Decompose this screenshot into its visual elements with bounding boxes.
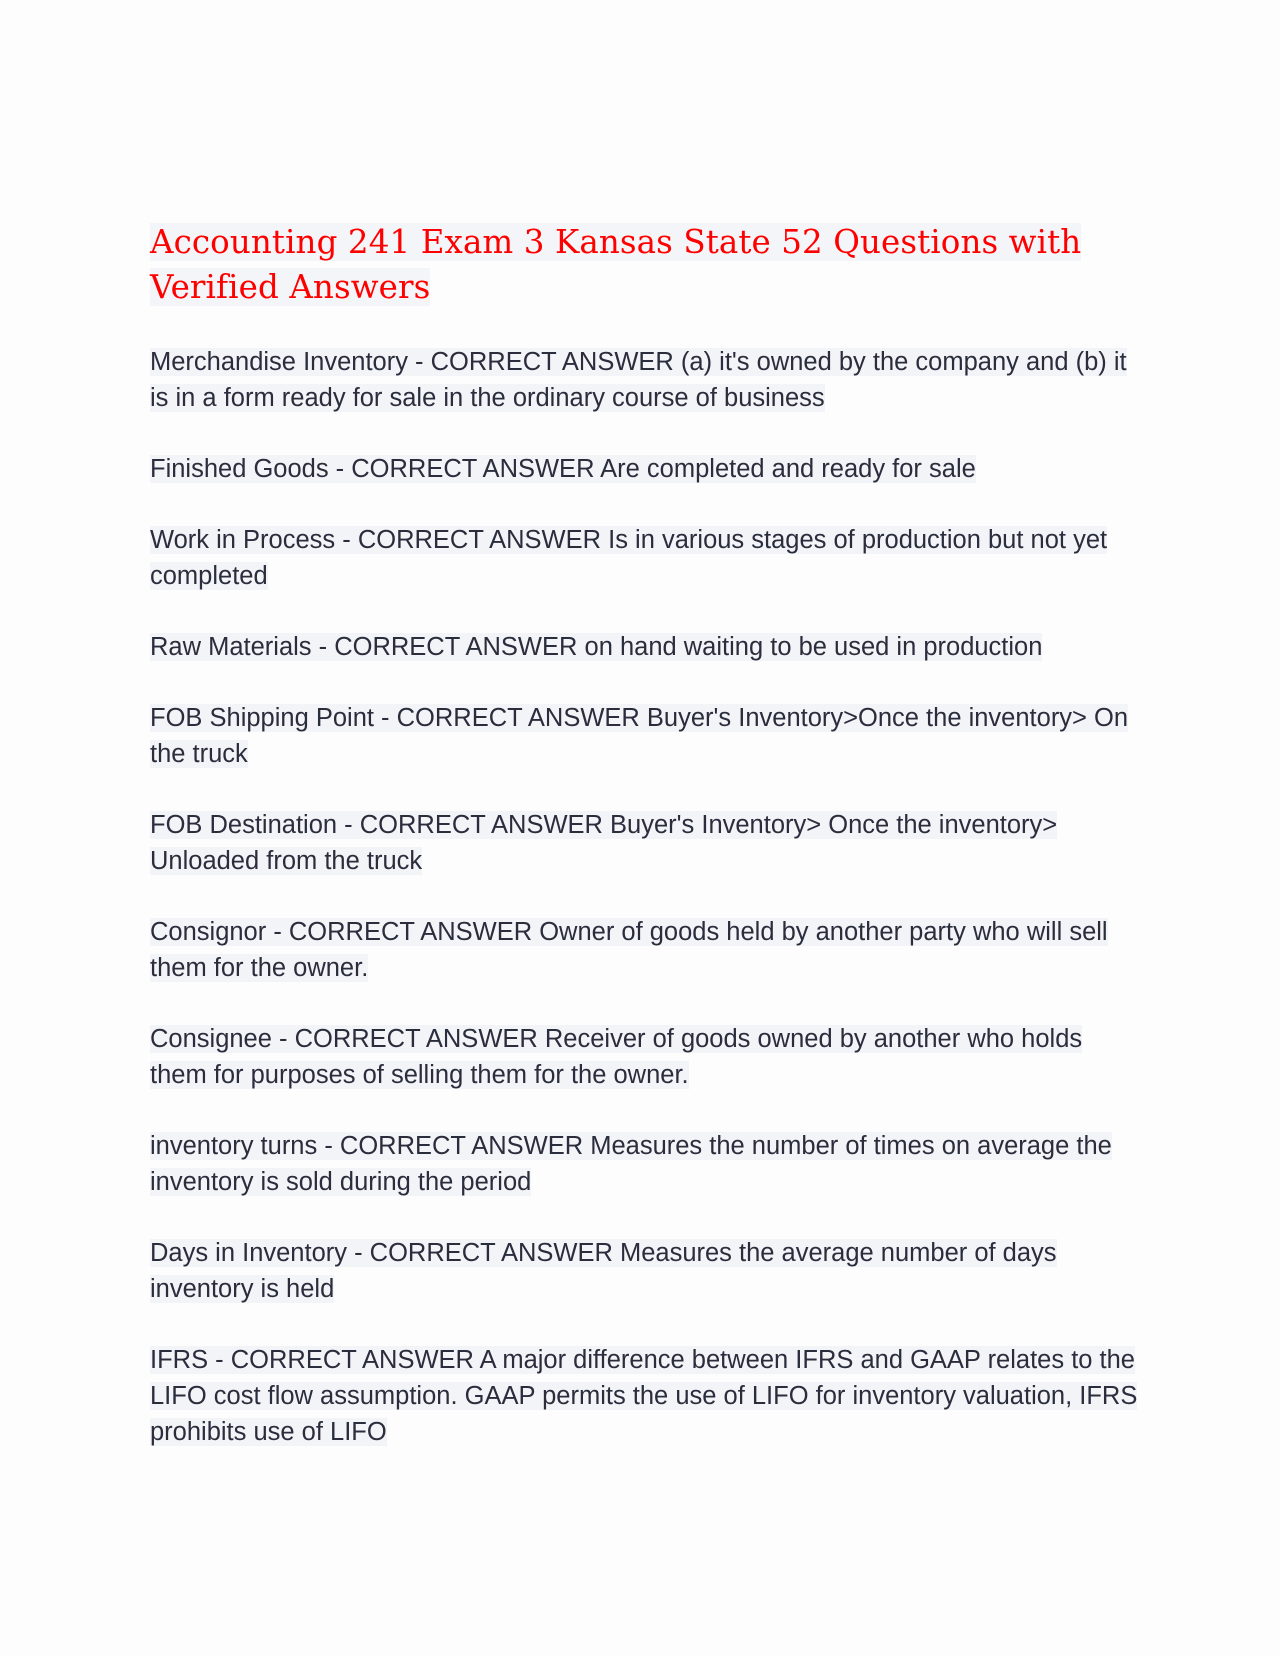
document-page xyxy=(150,220,1140,1485)
qa-item-ifrs: IFRS - CORRECT ANSWER A major difference between IFRS and GAAP relates to the LIFO cost flow assumption. GAAP permits the use of LIFO for inventory valuation, IFRS prohibits use of LIFO xyxy=(150,1346,1138,1446)
qa-item-consignee: Consignee - CORRECT ANSWER Receiver of goods owned by another who holds them for purposes of selling them for the owner. xyxy=(150,1025,1083,1089)
qa-item-inventory-turns: inventory turns - CORRECT ANSWER Measures the number of times on average the inventory is sold during the period xyxy=(150,1132,1112,1196)
qa-item-days-in-inventory: Days in Inventory - CORRECT ANSWER Measures the average number of days inventory is held xyxy=(150,1239,1057,1303)
document-title: Accounting 241 Exam 3 Kansas State 52 Questions with Verified Answers xyxy=(150,223,1082,306)
qa-item-finished-goods: Finished Goods - CORRECT ANSWER Are completed and ready for sale xyxy=(150,455,976,483)
qa-item-merchandise-inventory: Merchandise Inventory - CORRECT ANSWER (a) it's owned by the company and (b) it is in a form ready for sale in the ordinary course of business xyxy=(150,348,1127,412)
qa-item-fob-shipping-point: FOB Shipping Point - CORRECT ANSWER Buyer's Inventory>Once the inventory> On the truck xyxy=(150,704,1129,768)
qa-item-raw-materials: Raw Materials - CORRECT ANSWER on hand waiting to be used in production xyxy=(150,633,1043,661)
qa-item-consignor: Consignor - CORRECT ANSWER Owner of goods held by another party who will sell them for the owner. xyxy=(150,918,1108,982)
qa-item-fob-destination: FOB Destination - CORRECT ANSWER Buyer's Inventory> Once the inventory> Unloaded from the truck xyxy=(150,811,1058,875)
qa-item-work-in-process: Work in Process - CORRECT ANSWER Is in various stages of production but not yet completed xyxy=(150,526,1108,590)
